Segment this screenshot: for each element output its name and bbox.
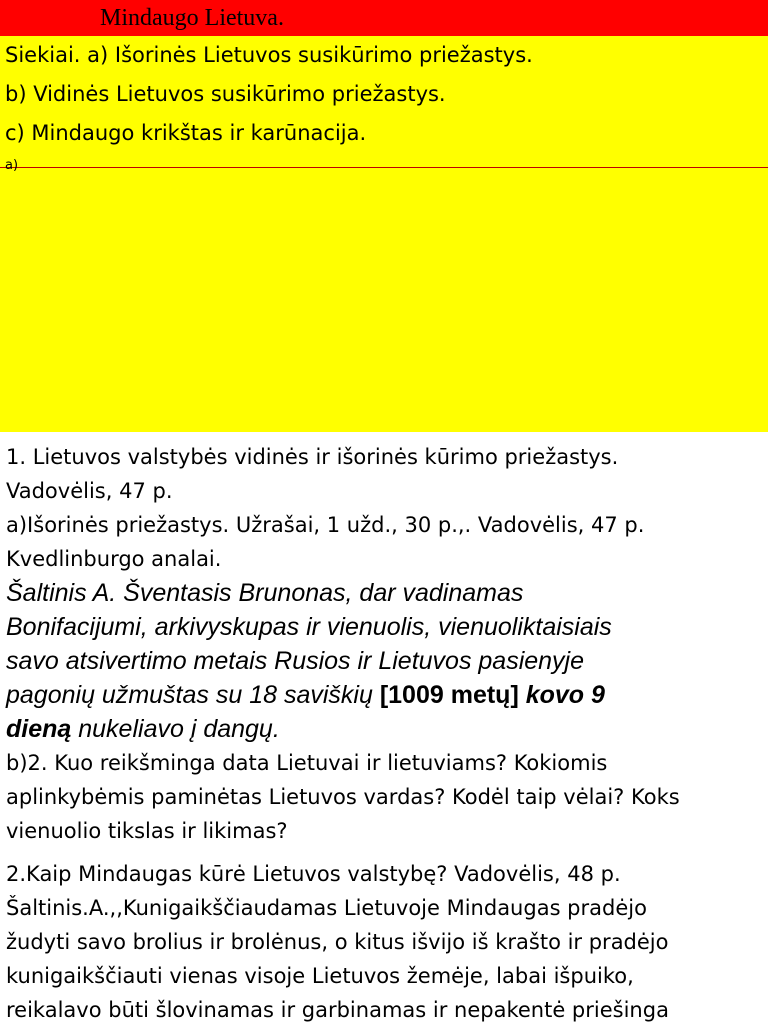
source-a-line-4 (6, 678, 762, 712)
section2-source-line-2: žudyti savo brolius ir brolėnus, o kitus išvijo iš krašto ir pradėjo (6, 930, 669, 954)
source-a-text: pagonių užmuštas su 18 saviškių (6, 681, 380, 709)
section2-source-line-1: Šaltinis.A.,,Kunigaikščiaudamas Lietuvoje Mindaugas pradėjo (6, 896, 647, 920)
goal-line-2: b) Vidinės Lietuvos susikūrimo priežastys. (5, 82, 446, 106)
page-title: Mindaugo Lietuva. (100, 5, 284, 31)
title-bar (0, 0, 768, 36)
source-a-line-5 (6, 712, 762, 746)
section1-sub-a: a)Išorinės priežastys. Užrašai, 1 užd., 30 p.,. Vadovėlis, 47 p. (6, 513, 645, 537)
source-a-line-2: Bonifacijumi, arkivyskupas ir vienuolis, vienuoliktaisiais (6, 613, 612, 641)
source-a-day: kovo 9 (518, 681, 605, 709)
section1-heading: 1. Lietuvos valstybės vidinės ir išorinės kūrimo priežastys. (6, 445, 619, 469)
section1-sub-a-source: Kvedlinburgo analai. (6, 547, 222, 571)
section2-heading: 2.Kaip Mindaugas kūrė Lietuvos valstybę? Vadovėlis, 48 p. (6, 862, 621, 886)
source-a-line-3: savo atsivertimo metais Rusios ir Lietuvos pasienyje (6, 647, 585, 675)
goal-line-1: Siekiai. a) Išorinės Lietuvos susikūrimo priežastys. (5, 43, 533, 67)
goal-line-3: c) Mindaugo krikštas ir karūnacija. (5, 121, 367, 145)
source-a-ending: nukeliavo į dangų. (71, 715, 280, 743)
section2-source-line-3: kunigaikščiauti vienas visoje Lietuvos žemėje, labai išpuiko, (6, 964, 634, 988)
question-line-1: b)2. Kuo reikšminga data Lietuvai ir lietuviams? Kokiomis (6, 751, 608, 775)
source-a-day-word: dieną (6, 715, 72, 743)
divider-line (0, 167, 768, 168)
question-line-2: aplinkybėmis paminėtas Lietuvos vardas? Kodėl taip vėlai? Koks (6, 785, 680, 809)
source-a-date: [1009 metų] (379, 681, 519, 709)
section1-heading-ref: Vadovėlis, 47 p. (6, 479, 173, 503)
section2-source-line-4: reikalavo būti šlovinamas ir garbinamas ir nepakentė priešinga (6, 998, 669, 1022)
question-line-3: vienuolio tikslas ir likimas? (6, 819, 288, 843)
source-a-line-1: Šaltinis A. Šventasis Brunonas, dar vadinamas (6, 579, 524, 607)
lesson-content (6, 440, 762, 1027)
answer-label-a: a) (5, 158, 19, 173)
